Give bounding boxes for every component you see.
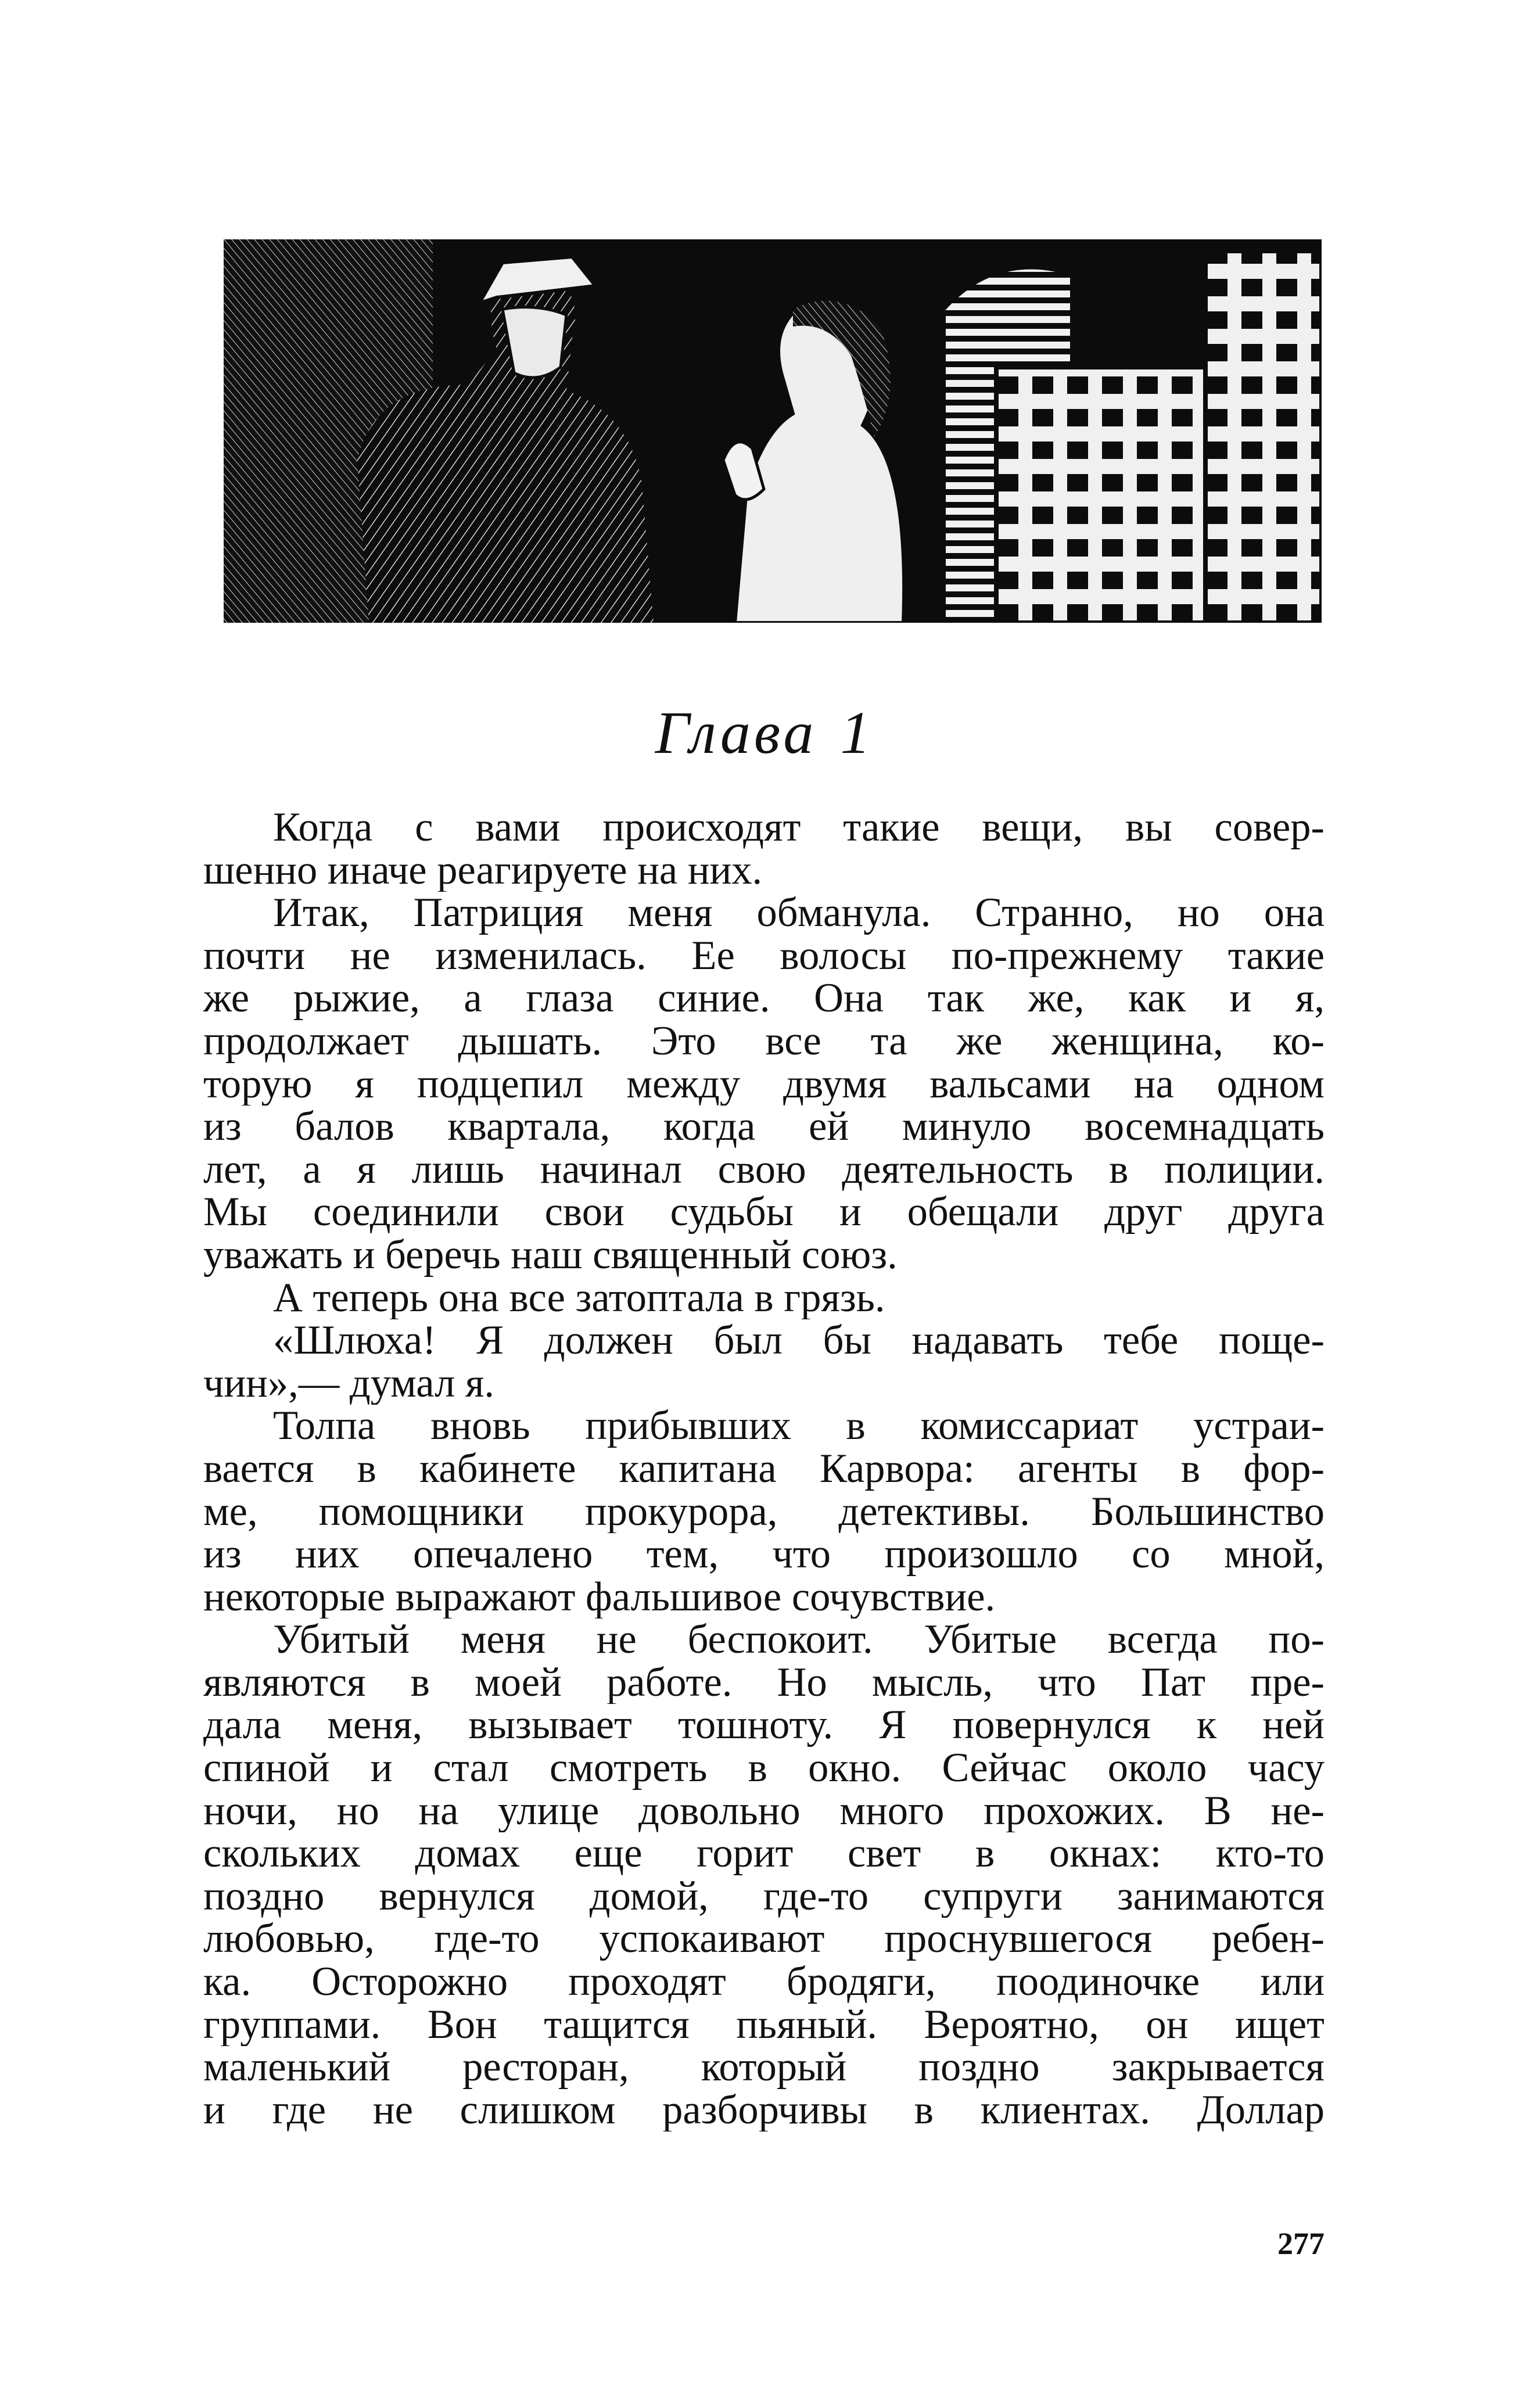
text-line: ка. Осторожно проходят бродяги, поодиночке или	[203, 1961, 1325, 2004]
chapter-illustration	[224, 239, 1322, 623]
text-line: лет, а я лишь начинал свою деятельность в полиции.	[203, 1148, 1325, 1192]
text-line: являются в моей работе. Но мысль, что Пат пре-	[203, 1661, 1325, 1704]
text-line: продолжает дышать. Это все та же женщина, ко-	[203, 1020, 1325, 1063]
text-line: почти не изменилась. Ее волосы по-прежнему такие	[203, 934, 1325, 978]
text-line: же рыжие, а глаза синие. Она так же, как и я,	[203, 977, 1325, 1020]
text-line: из них опечалено тем, что произошло со мной,	[203, 1533, 1325, 1576]
chapter-number: 1	[840, 699, 874, 766]
text-line: маленький ресторан, который поздно закрывается	[203, 2046, 1325, 2089]
illustration-art	[224, 239, 1322, 623]
text-line: ночи, но на улице довольно много прохожих. В не-	[203, 1789, 1325, 1833]
text-line: А теперь она все затоптала в грязь.	[273, 1276, 885, 1320]
text-line: любовью, где-то успокаивают проснувшегося ребен-	[203, 1918, 1325, 1961]
text-line: некоторые выражают фальшивое сочувствие.	[203, 1576, 996, 1619]
text-line: группами. Вон тащится пьяный. Вероятно, он ищет	[203, 2003, 1325, 2047]
text-line: вается в кабинете капитана Карвора: агенты в фор-	[203, 1447, 1325, 1491]
text-line: Мы соединили свои судьбы и обещали друг друга	[203, 1191, 1325, 1234]
chapter-heading	[0, 699, 1529, 766]
page-number: 277	[1277, 2226, 1325, 2261]
text-line: поздно вернулся домой, где-то супруги занимаются	[203, 1875, 1325, 1918]
text-line: Итак, Патриция меня обманула. Странно, но она	[273, 892, 1325, 935]
text-line: скольких домах еще горит свет в окнах: кто-то	[203, 1832, 1325, 1875]
text-line: шенно иначе реагируете на них.	[203, 849, 763, 892]
text-line: Убитый меня не беспокоит. Убитые всегда по-	[273, 1619, 1325, 1661]
text-line: «Шлюха! Я должен был бы надавать тебе поще-	[273, 1319, 1325, 1362]
chapter-body-text	[203, 806, 1325, 2131]
text-line: чин»,— думал я.	[203, 1362, 495, 1405]
text-line: из балов квартала, когда ей минуло восемнадцать	[203, 1106, 1325, 1149]
text-line: и где не слишком разборчивы в клиентах. Доллар	[203, 2088, 1325, 2132]
text-line: дала меня, вызывает тошноту. Я повернулся к ней	[203, 1704, 1325, 1747]
text-line: уважать и беречь наш священный союз.	[203, 1233, 898, 1277]
text-line: спиной и стал смотреть в окно. Сейчас около часу	[203, 1747, 1325, 1790]
text-line: Толпа вновь прибывших в комиссариат устраи-	[273, 1405, 1325, 1448]
text-line: ме, помощники прокурора, детективы. Большинство	[203, 1490, 1325, 1534]
text-line: Когда с вами происходят такие вещи, вы совер-	[273, 806, 1325, 849]
chapter-word: Глава	[655, 699, 817, 766]
text-line: торую я подцепил между двумя вальсами на одном	[203, 1063, 1325, 1106]
